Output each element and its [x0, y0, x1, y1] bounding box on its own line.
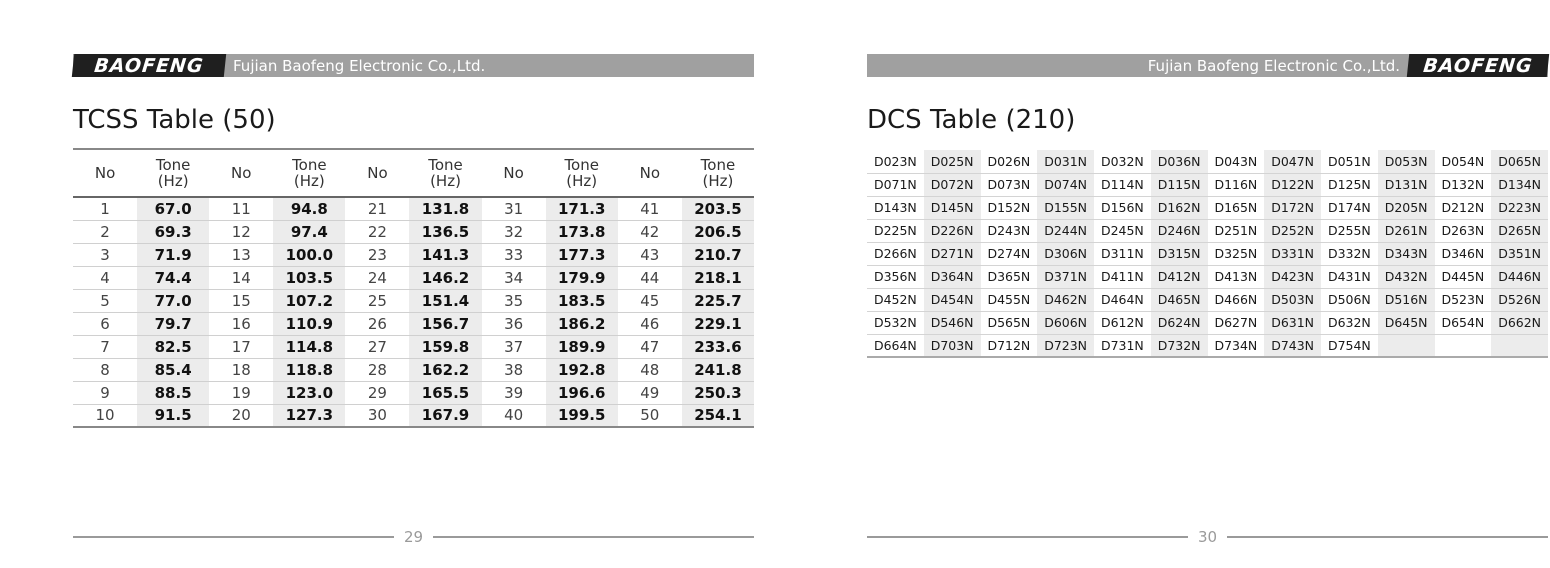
- tcss-no-cell: 16: [231, 314, 251, 333]
- tcss-tone-cell: 156.7: [409, 312, 481, 335]
- dcs-code-cell: D125N: [1327, 177, 1371, 192]
- tcss-tone-cell: 114.8: [273, 335, 345, 358]
- tcss-no-cell: 45: [640, 291, 660, 310]
- table-row: [867, 265, 1548, 288]
- baofeng-logo: BAOFENG: [1407, 54, 1549, 77]
- table-row: [73, 381, 754, 404]
- col-header-no: No: [503, 164, 524, 182]
- col-header-tone: Tone (Hz): [428, 156, 463, 190]
- tcss-tone-cell: 88.5: [137, 381, 209, 404]
- dcs-code-cell: D251N: [1214, 223, 1258, 238]
- dcs-code-cell: D606N: [1037, 311, 1094, 334]
- tcss-no-cell: 33: [504, 245, 524, 264]
- dcs-code-cell: D047N: [1264, 150, 1321, 173]
- dcs-code-cell: D023N: [873, 153, 917, 169]
- tcss-no-cell: 6: [100, 314, 110, 333]
- dcs-code-cell: D271N: [924, 242, 981, 265]
- tcss-no-cell: 4: [100, 268, 110, 287]
- col-header-no: No: [231, 164, 252, 182]
- dcs-code-cell: D026N: [987, 153, 1031, 169]
- tcss-no-cell: 27: [367, 337, 387, 356]
- tcss-tone-cell: 151.4: [409, 289, 481, 312]
- col-header-tone: Tone (Hz): [292, 156, 327, 190]
- dcs-code-cell: D223N: [1491, 196, 1548, 219]
- tcss-tone-cell: 82.5: [137, 335, 209, 358]
- table-row: [73, 358, 754, 381]
- tcss-tone-cell: 233.6: [682, 335, 754, 358]
- col-header-tone: Tone (Hz): [700, 156, 736, 190]
- tcss-no-cell: 39: [504, 383, 524, 402]
- tcss-tone-cell: 167.9: [409, 404, 481, 427]
- dcs-code-cell: D743N: [1264, 334, 1321, 357]
- dcs-code-cell: D244N: [1037, 219, 1094, 242]
- tcss-tone-cell: 241.8: [682, 358, 754, 381]
- dcs-code-cell: D162N: [1151, 196, 1208, 219]
- dcs-code-cell: D351N: [1491, 242, 1548, 265]
- tcss-no-cell: 11: [231, 199, 251, 218]
- tcss-tone-cell: 254.1: [682, 404, 754, 427]
- tcss-tone-cell: 186.2: [546, 312, 618, 335]
- dcs-code-cell: D065N: [1491, 150, 1548, 173]
- tcss-no-cell: 38: [504, 360, 524, 379]
- tcss-no-cell: 32: [504, 222, 524, 241]
- dcs-code-cell: D431N: [1327, 269, 1371, 284]
- dcs-code-cell: D712N: [987, 337, 1031, 353]
- tcss-no-cell: 7: [100, 337, 110, 356]
- tcss-tone-cell: 74.4: [137, 266, 209, 289]
- tcss-tone-cell: 162.2: [409, 358, 481, 381]
- dcs-code-cell: D122N: [1264, 173, 1321, 196]
- dcs-code-cell: D723N: [1037, 334, 1094, 357]
- dcs-code-cell: D031N: [1037, 150, 1094, 173]
- dcs-code-cell: D734N: [1214, 337, 1258, 353]
- table-row: [867, 288, 1548, 311]
- dcs-code-cell: D152N: [987, 200, 1031, 215]
- dcs-code-cell: D225N: [873, 223, 917, 238]
- dcs-code-cell: D145N: [924, 196, 981, 219]
- dcs-code-cell: D134N: [1491, 173, 1548, 196]
- dcs-code-cell: D365N: [987, 269, 1031, 284]
- left-header-bar: [73, 54, 754, 77]
- tcss-tone-cell: 159.8: [409, 335, 481, 358]
- dcs-code-cell: D212N: [1441, 200, 1485, 215]
- col-header-no: No: [639, 164, 660, 182]
- dcs-code-cell: D053N: [1378, 150, 1435, 173]
- tcss-table-title: TCSS Table (50): [73, 105, 276, 135]
- dcs-code-cell: D331N: [1264, 242, 1321, 265]
- company-name: Fujian Baofeng Electronic Co.,Ltd.: [1147, 56, 1400, 75]
- tcss-no-cell: 8: [100, 360, 110, 379]
- dcs-code-cell: D464N: [1100, 292, 1144, 307]
- footer-rule: [1227, 536, 1548, 538]
- page-number: 30: [1197, 528, 1218, 546]
- dcs-code-cell: D255N: [1327, 223, 1371, 238]
- dcs-code-cell: D446N: [1491, 265, 1548, 288]
- tcss-tone-cell: 123.0: [273, 381, 345, 404]
- dcs-code-cell: D703N: [924, 334, 981, 357]
- tcss-no-cell: 19: [231, 383, 251, 402]
- dcs-code-cell: [1378, 334, 1435, 357]
- right-page: [775, 0, 1550, 568]
- tcss-tone-cell: 229.1: [682, 312, 754, 335]
- dcs-code-cell: D462N: [1037, 288, 1094, 311]
- dcs-code-cell: D246N: [1151, 219, 1208, 242]
- col-header-no: No: [94, 164, 116, 182]
- tcss-no-cell: 24: [367, 268, 387, 287]
- tcss-tone-cell: 131.8: [409, 197, 481, 220]
- dcs-code-cell: D413N: [1214, 269, 1258, 284]
- dcs-code-cell: D116N: [1214, 177, 1258, 192]
- dcs-code-cell: D072N: [924, 173, 981, 196]
- dcs-code-cell: D266N: [873, 246, 917, 261]
- dcs-code-cell: D252N: [1264, 219, 1321, 242]
- dcs-code-cell: D627N: [1214, 315, 1258, 330]
- tcss-no-cell: 2: [100, 222, 110, 241]
- dcs-code-cell: D315N: [1151, 242, 1208, 265]
- tcss-tone-cell: 179.9: [546, 266, 618, 289]
- dcs-table-body: [867, 150, 1548, 357]
- tcss-no-cell: 3: [100, 245, 110, 264]
- table-row: [73, 220, 754, 243]
- dcs-code-cell: D243N: [987, 223, 1031, 238]
- footer-rule: [73, 536, 394, 538]
- tcss-no-cell: 25: [367, 291, 387, 310]
- tcss-tone-cell: 189.9: [546, 335, 618, 358]
- dcs-code-cell: D466N: [1214, 292, 1258, 307]
- tcss-tone-cell: 183.5: [546, 289, 618, 312]
- tcss-no-cell: 35: [504, 291, 524, 310]
- dcs-code-cell: D132N: [1441, 177, 1485, 192]
- tcss-no-cell: 9: [100, 383, 110, 402]
- dcs-code-cell: D465N: [1151, 288, 1208, 311]
- col-header-no: No: [367, 164, 388, 182]
- tcss-no-cell: 44: [640, 268, 660, 287]
- tcss-no-cell: 37: [504, 337, 524, 356]
- dcs-code-cell: D051N: [1327, 153, 1371, 169]
- dcs-code-cell: D454N: [924, 288, 981, 311]
- dcs-code-cell: D226N: [924, 219, 981, 242]
- dcs-code-cell: D565N: [987, 315, 1031, 330]
- tcss-no-cell: 14: [231, 268, 251, 287]
- table-row: [867, 150, 1548, 173]
- table-row: [867, 242, 1548, 265]
- dcs-code-cell: D274N: [987, 246, 1031, 261]
- tcss-no-cell: 28: [367, 360, 387, 379]
- col-header-tone: Tone (Hz): [564, 156, 599, 190]
- dcs-code-cell: D423N: [1264, 265, 1321, 288]
- tcss-tone-cell: 103.5: [273, 266, 345, 289]
- tcss-tone-cell: 141.3: [409, 243, 481, 266]
- tcss-tone-cell: 177.3: [546, 243, 618, 266]
- dcs-code-cell: D645N: [1378, 311, 1435, 334]
- dcs-code-cell: D631N: [1264, 311, 1321, 334]
- tcss-tone-cell: 100.0: [273, 243, 345, 266]
- tcss-no-cell: 31: [504, 199, 524, 218]
- tcss-no-cell: 30: [367, 406, 387, 425]
- tcss-tone-cell: 173.8: [546, 220, 618, 243]
- dcs-code-cell: D025N: [924, 150, 981, 173]
- tcss-tone-cell: 69.3: [137, 220, 209, 243]
- tcss-table-header: [73, 149, 754, 197]
- tcss-no-cell: 48: [640, 360, 660, 379]
- footer-rule: [867, 536, 1188, 538]
- dcs-code-cell: D054N: [1441, 153, 1485, 169]
- table-row: [867, 311, 1548, 334]
- tcss-tone-cell: 67.0: [137, 197, 209, 220]
- tcss-no-cell: 13: [231, 245, 251, 264]
- table-row: [867, 334, 1548, 357]
- dcs-code-cell: D205N: [1378, 196, 1435, 219]
- dcs-code-cell: D073N: [987, 177, 1031, 192]
- tcss-table: [73, 148, 754, 428]
- tcss-tone-cell: 196.6: [546, 381, 618, 404]
- dcs-code-cell: D506N: [1327, 292, 1371, 307]
- dcs-code-cell: D172N: [1264, 196, 1321, 219]
- page-number: 29: [403, 528, 424, 546]
- dcs-code-cell: D343N: [1378, 242, 1435, 265]
- tcss-no-cell: 5: [100, 291, 110, 310]
- dcs-code-cell: D664N: [873, 337, 917, 353]
- dcs-code-cell: D732N: [1151, 334, 1208, 357]
- tcss-no-cell: 47: [640, 337, 660, 356]
- dcs-code-cell: D371N: [1037, 265, 1094, 288]
- dcs-code-cell: D532N: [873, 315, 917, 330]
- left-footer: [73, 528, 754, 546]
- tcss-no-cell: 36: [504, 314, 524, 333]
- table-row: [867, 219, 1548, 242]
- dcs-code-cell: D523N: [1441, 292, 1485, 307]
- tcss-no-cell: 50: [640, 406, 660, 425]
- tcss-tone-cell: 79.7: [137, 312, 209, 335]
- dcs-code-cell: D245N: [1100, 223, 1144, 238]
- dcs-code-cell: D516N: [1378, 288, 1435, 311]
- dcs-code-cell: D043N: [1214, 153, 1258, 169]
- tcss-tone-cell: 136.5: [409, 220, 481, 243]
- table-row: [73, 243, 754, 266]
- tcss-tone-cell: 71.9: [137, 243, 209, 266]
- tcss-no-cell: 21: [367, 199, 387, 218]
- table-row: [73, 266, 754, 289]
- dcs-table-title: DCS Table (210): [867, 105, 1076, 135]
- tcss-tone-cell: 146.2: [409, 266, 481, 289]
- dcs-code-cell: D155N: [1037, 196, 1094, 219]
- dcs-code-cell: D332N: [1327, 246, 1371, 261]
- tcss-no-cell: 1: [100, 199, 110, 218]
- tcss-no-cell: 40: [504, 406, 524, 425]
- tcss-no-cell: 18: [231, 360, 251, 379]
- dcs-code-cell: D754N: [1327, 337, 1371, 353]
- dcs-code-cell: D165N: [1214, 200, 1258, 215]
- dcs-code-cell: D114N: [1100, 177, 1144, 192]
- tcss-tone-cell: 127.3: [273, 404, 345, 427]
- tcss-tone-cell: 210.7: [682, 243, 754, 266]
- dcs-code-cell: D455N: [987, 292, 1031, 307]
- tcss-tone-cell: 91.5: [137, 404, 209, 427]
- dcs-code-cell: D445N: [1441, 269, 1485, 284]
- dcs-code-cell: D325N: [1214, 246, 1258, 261]
- footer-rule: [433, 536, 754, 538]
- dcs-code-cell: D261N: [1378, 219, 1435, 242]
- tcss-tone-cell: 97.4: [273, 220, 345, 243]
- dcs-code-cell: D306N: [1037, 242, 1094, 265]
- tcss-no-cell: 12: [231, 222, 251, 241]
- dcs-code-cell: D546N: [924, 311, 981, 334]
- dcs-code-cell: D143N: [873, 200, 917, 215]
- baofeng-logo: BAOFENG: [72, 54, 226, 77]
- dcs-code-cell: D452N: [873, 292, 917, 307]
- dcs-code-cell: D411N: [1100, 269, 1144, 284]
- tcss-tone-cell: 107.2: [273, 289, 345, 312]
- table-row: [73, 404, 754, 427]
- table-row: [867, 196, 1548, 219]
- dcs-code-cell: D432N: [1378, 265, 1435, 288]
- tcss-tone-cell: 110.9: [273, 312, 345, 335]
- tcss-tone-cell: 250.3: [682, 381, 754, 404]
- dcs-code-cell: D074N: [1037, 173, 1094, 196]
- dcs-code-cell: D265N: [1491, 219, 1548, 242]
- dcs-code-cell: D036N: [1151, 150, 1208, 173]
- tcss-no-cell: 15: [231, 291, 251, 310]
- dcs-code-cell: D346N: [1441, 246, 1485, 261]
- table-row: [73, 335, 754, 358]
- company-name: Fujian Baofeng Electronic Co.,Ltd.: [233, 56, 486, 75]
- tcss-no-cell: 29: [367, 383, 387, 402]
- dcs-code-cell: D731N: [1100, 337, 1144, 353]
- table-row: [867, 173, 1548, 196]
- dcs-code-cell: D356N: [873, 269, 917, 284]
- dcs-code-cell: D526N: [1491, 288, 1548, 311]
- tcss-tone-cell: 77.0: [137, 289, 209, 312]
- dcs-code-cell: D632N: [1327, 315, 1371, 330]
- tcss-no-cell: 20: [231, 406, 251, 425]
- tcss-no-cell: 43: [640, 245, 660, 264]
- dcs-code-cell: D612N: [1100, 315, 1144, 330]
- col-header-tone: Tone (Hz): [155, 156, 191, 190]
- tcss-tone-cell: 199.5: [546, 404, 618, 427]
- tcss-no-cell: 17: [231, 337, 251, 356]
- tcss-no-cell: 46: [640, 314, 660, 333]
- dcs-code-cell: D071N: [873, 177, 917, 192]
- table-row: [73, 289, 754, 312]
- tcss-tone-cell: 165.5: [409, 381, 481, 404]
- tcss-no-cell: 22: [367, 222, 387, 241]
- dcs-code-cell: D156N: [1100, 200, 1144, 215]
- tcss-tone-cell: 192.8: [546, 358, 618, 381]
- right-header-bar: [867, 54, 1548, 77]
- dcs-code-cell: D115N: [1151, 173, 1208, 196]
- dcs-code-cell: D503N: [1264, 288, 1321, 311]
- tcss-tone-cell: 118.8: [273, 358, 345, 381]
- dcs-code-cell: D263N: [1441, 223, 1485, 238]
- tcss-tone-cell: 85.4: [137, 358, 209, 381]
- tcss-tone-cell: 218.1: [682, 266, 754, 289]
- dcs-code-cell: D032N: [1100, 153, 1144, 169]
- dcs-table: [867, 150, 1548, 358]
- tcss-tone-cell: 94.8: [273, 197, 345, 220]
- dcs-code-cell: D131N: [1378, 173, 1435, 196]
- table-row: [73, 197, 754, 220]
- tcss-no-cell: 49: [640, 383, 660, 402]
- dcs-code-cell: D311N: [1100, 246, 1144, 261]
- tcss-no-cell: 34: [504, 268, 524, 287]
- dcs-code-cell: D174N: [1327, 200, 1371, 215]
- tcss-tone-cell: 206.5: [682, 220, 754, 243]
- table-row: [73, 312, 754, 335]
- tcss-table-body: [73, 197, 754, 427]
- tcss-no-cell: 42: [640, 222, 660, 241]
- dcs-code-cell: D412N: [1151, 265, 1208, 288]
- tcss-tone-cell: 225.7: [682, 289, 754, 312]
- tcss-tone-cell: 171.3: [546, 197, 618, 220]
- dcs-code-cell: D662N: [1491, 311, 1548, 334]
- right-footer: [867, 528, 1548, 546]
- tcss-no-cell: 23: [367, 245, 387, 264]
- tcss-no-cell: 41: [640, 199, 660, 218]
- dcs-code-cell: D654N: [1441, 315, 1485, 330]
- dcs-code-cell: D624N: [1151, 311, 1208, 334]
- tcss-no-cell: 26: [367, 314, 387, 333]
- tcss-no-cell: 10: [95, 406, 115, 425]
- dcs-code-cell: D364N: [924, 265, 981, 288]
- dcs-code-cell: [1491, 334, 1548, 357]
- tcss-tone-cell: 203.5: [682, 197, 754, 220]
- dcs-code-cell: [1435, 334, 1492, 357]
